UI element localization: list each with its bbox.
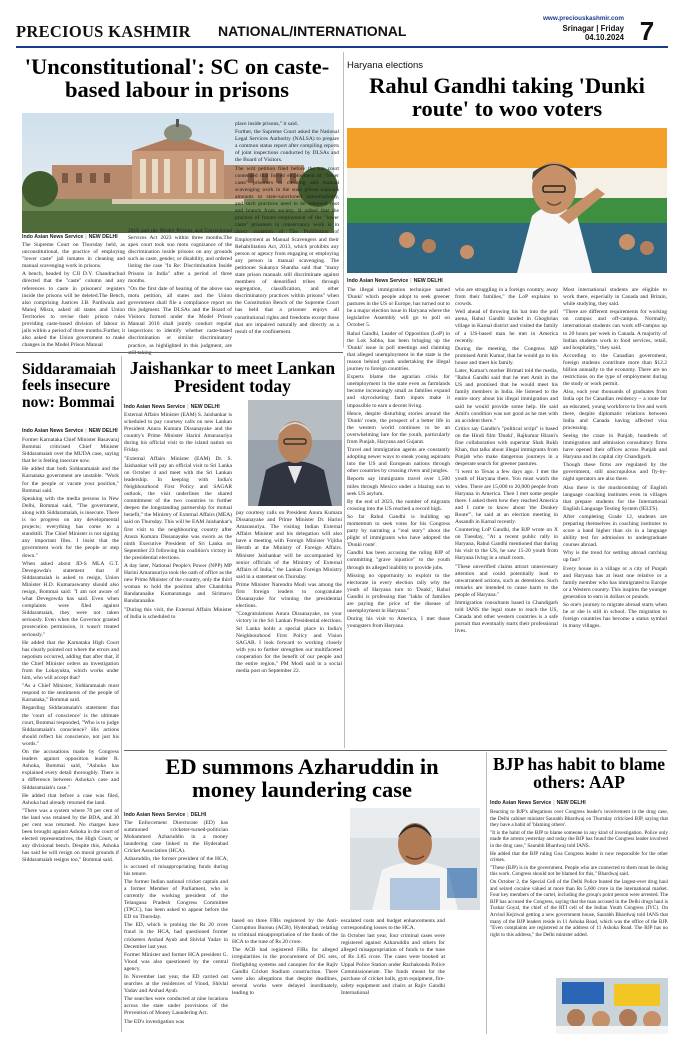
byline-source: Indo Asian News Service [124,404,186,410]
paragraph: The Enforcement Directorate (ED) has summoned cricketer-turned-politician Mohammed Azharuddin in a money laundering case linked to the Hyderabad Cricket Association (HCA). [124,820,228,855]
paragraph: place inside prisons," it said. [235,121,299,127]
paragraph: "I went to Texas a few days ago. I met the youth of Haryana there. You must watch the video. There are 15,000 to 20,000 people from Haryana in America. Then I met some people there. I asked them how they reached America and I came to know about 'the Donkey Route'", he said at an election meeting in Assandh in Karnal recently. [455,469,558,525]
paragraph: "On the first date of hearing of the above suo motu petition, all states and the Union government shall file a compliance report on this judgment. The DLSAs and the Board of Visitors formed under the Model Prison Manual 2016 shall jointly conduct regular inspections to identify whether caste-based discrimination or similar discriminatory practice, as highlighted in this judgment, are [128,285,232,349]
masthead-rule [16,46,668,48]
jaishankar-photo [248,400,342,506]
paragraph: 2016 and the Model Prisons and Correctional Services Act 2023 within three months.The apex court took suo motu cognizance of the discrimination inside prisons on any grounds such as caste, gender, or disability, and ordered listing the case "In Re: Discrimination Inside Prisons in India" after a period of three months. [128,228,232,284]
paragraph: "These unverified claims attract unnecessary attention and could potentially lead to unwarranted actions, such as detentions. Such remarks are intended to cause harm to the people of Haryana." [455,563,558,598]
paragraph: Immigration consultants based in Chandigarh told IANS the legal route to reach the US, Canada and other western countries is a safe pursuit that eventually starts their professional lives. [455,600,558,635]
paragraph: pay courtesy calls on President Anura Kumara Dissanayake and Prime Minister Dr. Harini Amarasuriya. The visiting Indian External Affairs Minister and his delegation will also have a meeting with Foreign Minister Vijitha Herath at the Ministry of Foreign Affairs. Minister Jaishankar will be accompanied by senior officials of the Ministry of External Affairs of India," the Lankan Foreign Ministry said in a statement on Thursday. [236,510,342,580]
story1-col2 [128,228,232,352]
story5-col2 [232,918,338,1034]
paragraph: "As a Chief Minister, Siddaramaiah must respond to the sentiments of the people of Karnataka," Bommai said. [22,683,119,704]
paragraph: In October last year, four criminal cases were registered against Azharuddin and others for alleged misappropriation of funds to the tune of Rs 3.85 crore. The cases were booked at Uppal Police Station under Rachakonda Police Commissionerate. The funds meant for the purchase of cricket balls, gym equipment, fire-safety equipment and chairs at Rajiv Gandhi International [341,933,445,996]
byline-place: NEW DELHI [556,800,586,806]
story6-headline: BJP has habit to blame others: AAP [492,754,666,792]
paragraph: During the meeting, the Congress MP promised Amit Kumar, that he would go to his house and meet his family. [455,345,558,366]
paragraph: "There was a system where 70 per cent of the land was retained by the BDA, and 30 per cent was returned. No charges have been brought against Ashoka in the court of elected representatives, the High Court, or any divisional bench. Despite this, Ashoka has said he will resign on moral grounds if Siddaramaiah resigns too," Bommai said. [22,807,119,864]
paragraph: A day later, National People's Power (NPP) MP Harini Amarasuriya took the oath of office as the new Prime Minister of the country, only the third woman to hold the position after Chandrika Bandaranaike Kumaratunga and Sirimavo Bandaranaike. [124,562,232,605]
page-number: 7 [639,16,655,46]
paragraph: By the end of 2023, the number of migrants crossing into the US reached a record high. [347,498,450,512]
brand-name: PRECIOUS KASHMIR [16,22,191,41]
byline-source: Indo Asian News Service [347,278,409,284]
column-divider [486,752,487,1034]
paragraph: Rahul Gandhi, Leader of Opposition (LoP) in the Lok Sabha, has been bringing up the 'Dunki' issue in poll meetings and claiming that alleged unemployment in the state is the reason behind youth undertaking the illegal journey to foreign countries. [347,330,450,373]
paragraph: Experts blame the agrarian crisis for unemployment in the state even as farmlands become increasingly small as families expand and skyrocketing farm inputs make it impossible to earn a decent living. [347,374,450,409]
story4-col2 [236,510,342,748]
paragraph: Also there is the mushrooming of English language coaching institutes even in villages that prepare students for the International English Language Testing System (IELTS). [563,484,667,512]
paragraph: On the accusations made by Congress leaders against opposition leader R. Ashoka, Bommai said, "Ashoka has explained every detail thoroughly. There is a difference between Ashoka's case and Siddaramaiah's case." [22,749,119,791]
story1-col3 [235,121,339,352]
paragraph: Later, Kumar's mother Birmati told the media, "Rahul Gandhi said that he met Amit in the US and promised that he would meet his family members in India. He listened to the entire story about his illegal immigration and said he would provide some help. He said Amit's condition was not good as he met with an accident there." [455,368,558,424]
byline-place: NEW DELHI [88,428,118,434]
story2-kicker: Haryana elections [347,60,424,71]
paragraph: Though these firms are regulated by the government, still unscrupulous and fly-by-night operators are also there. [563,462,667,483]
byline-source: Indo Asian News Service [490,800,552,806]
story1-col1 [22,242,125,352]
column-divider [343,52,344,348]
paragraph: Most international students are eligible to work there, especially in Canada and Britain, while studying, they said. [563,287,667,308]
paragraph: So far Rahul Gandhi is building up momentum to seek votes for his Congress party by narrating a "real story" about the plight of immigrants who have adopted the 'Dunki route'. [347,513,450,549]
paragraph: According to the Canadian government, foreign students contribute more than $12.2 billion annually to the economy. There are no restrictions on the type of employment during the study or work permit. [563,352,667,388]
azharuddin-photo [350,808,480,910]
paragraph: On October 2, the Special Cell of the Delhi Police busted the largest-ever drug haul and seized cocaine valued at more than Rs 5,600 crore in the international market. Four key members of the cartel, including the group's point person were arrested. The BJP has accused the Congress, saying that the man accused in the Delhi drugs haul is Tushar Goyal, the chief of the RTI cell of the Indian Youth Congress (IYC). On Arvind Kejriwal getting a new government house, Saurabh Bhardwaj told IANS that many of the BJP leaders reside in 11 Ashoka Road, which was the office of the BJP. "Even complaints are registered at the address of 11 Ashoka Road. The BJP has no right to this address," the Delhi minister added. [490,878,668,938]
section-rule [16,352,343,353]
paragraph: Former Karnataka Chief Minister Basavaraj Bommai criticised Chief Minister Siddaramaiah over the MUDA case, saying that he is feeling insecure now. [22,437,119,465]
paragraph: Gandhi has been accusing the ruling BJP of committing "grave injustice" to the youth through its alleged inability to provide jobs. [347,550,450,571]
paragraph: Azharuddin, the former president of the HCA, is accused of misappropriating funds during his tenure. [124,856,228,877]
story6-body [490,809,668,977]
story5-col1 [124,820,228,1034]
story2-headline: Rahul Gandhi taking 'Dunki route' to woo voters [369,73,645,121]
story6-byline [490,800,586,806]
paragraph: The ACB had registered FIRs for alleged irregularities in the procurement of DG sets, firefighting systems and canopies for the Rajiv Gandhi Cricket Stadium construction. There were also allegations that despite deadlines, several works were delayed inordinately, leading to [232,947,338,996]
story1-byline [22,234,118,240]
story2-col1 [347,287,450,747]
paragraph: Missing no opportunity to exploit to the electorate in every election rally why the youth of Haryana turn to 'Dunki', Rahul Gandhi is professing that "lakhs of families are paying the price of the disease of unemployment in Haryana." [347,572,450,615]
paragraph: The illegal immigration technique named 'Dunki' which people adopt to seek greener pastures in the US or Europe, has turned out to be a major election issue in Haryana where the legislative Assembly will go to poll on October 5. [347,287,450,329]
byline-separator: | [85,234,87,240]
rahul-gandhi-photo [347,128,667,273]
paragraph: The former Indian national cricket captain and a former Member of Parliament, who is currently the working president of the Telangana Pradesh Congress Committee (TPCC), has been asked to appear before the ED on Thursday. [124,878,228,921]
paragraph: Critics say Gandhi's "political script" is based on the Hindi film 'Dunki', Rajkumar Hirani's fine collaboration with superstar Shah Rukh Khan, that talks about illegal immigrants from Punjab who make dangerous journeys in a desperate search for greener pastures. [455,425,558,468]
story4-col1 [124,412,232,748]
paragraph: Well ahead of throwing his hat into the poll arena, Rahul Gandhi landed in Ghoghrian village in Karnal district and visited the family of a US-based man he met in America recently. [455,309,558,344]
paragraph: "There are different requirements for working on campus and off-campus. Normally, international students can work off-campus up to 20 hours per week in Canada. A majority of Indian students work in food services, retail, and hospitality," they said. [563,309,667,351]
paragraph: Reports say immigrants travel over 1,500 miles through Mexico under a blazing sun to seek US asylum. [347,476,450,497]
paragraph: The ED, which is probing the Rs 20 crore fraud in the HCA, had questioned former cricketers Arshad Ayub and Shivlal Yadav in December last year. [124,922,228,950]
byline-separator: | [410,278,412,284]
paragraph: Every house in a village or a city of Punjab and Haryana has at least one relative or a family member who has immigrated to Europe or a Western country. This inspires the younger generation to earn in dollars or pounds. [563,565,667,600]
story1-headline: 'Unconstitutional': SC on caste-based labour in prisons [24,54,330,102]
story3-body [22,437,119,1032]
paragraph: The writ petition filed before the top court contended that forced employment of "lower caste" prisoners in cleaning and manual scavenging work in the state prison manuals amounts to state-sanctioned untouchability, and such practices need to be removed root and branch from society. It added that the practice of forced employment of the "lower caste" prisoners in conservancy work is in direct violation of The Prohibition of Employment as Manual Scavengers and their Rehabilitation Act, 2013, which prohibits any person or agency from engaging or employing any person in manual scavenging. The petitioner Sukanya Shantha said that "many state prison manuals still discriminate against members of denotified tribes through segregation, classification, and other discriminatory practices within prisons" when the Constitution Bench of the Supreme Court has held that a prisoner enjoys all constitutional rights and freedoms except those that are impaired naturally and directly as a result of the confinement. [235,165,339,335]
paragraph: Prime Minister Narendra Modi was among the first foreign leaders to congratulate Dissanayake for winning the presidential elections. [236,581,342,610]
byline-separator: | [553,800,555,806]
paragraph: Why is the trend for settling abroad catching up fast? [563,550,667,564]
paragraph: The Supreme Court on Thursday held, as unconstitutional, the practice of employing "lower caste" jail inmates in cleaning and manual scavenging work in prisons. [22,242,125,270]
paragraph: escalated costs and budget enhancements and corresponding losses to the HCA. [341,918,445,932]
byline-place: NEW DELHI [88,234,118,240]
paragraph: Former Minister and former HCA president G. Vinod was also questioned by the central agency. [124,951,228,972]
paragraph: After completing Grade 12, students are preparing themselves in coaching institutes to score a band higher than six in a language ability test for admission to undergraduate courses abroad. [563,513,667,549]
paragraph: He added that before a case was filed, Ashoka had already returned the land. [22,792,119,806]
paragraph: He added that both Siddaramaiah and the Karnataka government are unstable. "Work for the people or vacate your position," Bommai said. [22,466,119,494]
issue-date: 04.10.2024 [584,33,624,42]
byline-separator: | [187,404,189,410]
paragraph: Countering LoP Gandhi, the BJP wrote on X on Tuesday, "At a recent public rally in Haryana, Rahul Gandhi mentioned that during his visit to the US, he saw 15-20 youth from Haryana living in a small room. [455,527,558,562]
paragraph: "During this visit, the External Affairs Minister of India is scheduled to [124,606,232,620]
paragraph: Further, the Supreme Court asked the National Legal Services Authority (NALSA) to prepare a common status report after compiling reports of joint inspections conducted by DLSAs and the Board of Visitors. [235,129,339,164]
website-url: www.preciouskashmir.com [543,15,624,22]
paragraph: "It is the habit of the BJP to blame someone in any kind of investigation. Police only made the arrests yesterday and today the BJP has found the Congress leader involved in the drug case," Saurabh Bhardwaj told IANS. [490,829,668,849]
byline-place: DELHI [190,812,207,818]
story5-headline: ED summons Azharuddin in money laundering case [165,754,439,802]
paragraph: External Affairs Minister (EAM) S. Jaishankar is scheduled to pay courtesy calls on new Lankan President Anura Kumara Dissanayake and the country's Prime Minister Harini Amarasuriya during his official visit to the island nation on Friday. [124,412,232,454]
paragraph: He added that the Karnataka High Court has clearly pointed out where the errors and nepotism occurred, adding that after that, if the Chief Minister orders an investigation from the Lokayukta, which works under him, who will accept that? [22,639,119,682]
paragraph: Seeing the craze in Punjab, hundreds of immigration and admission consultancy firms have opened their offices across Punjab and Haryana and its capital city Chandigarh. [563,432,667,461]
byline-separator: | [187,812,189,818]
paragraph: During his visit to America, I met those youngsters from Haryana [347,616,450,630]
byline-place: NEW DELHI [413,278,443,284]
paragraph: "External Affairs Minister (EAM) Dr. S. Jaishankar will pay an official visit to Sri Lanka on October 4 and meet with the Sri Lankan leadership. In keeping with India's Neighbourhood First Policy and SAGAR outlook, the visit underlines the shared commitment of the two countries to further deepen the longstanding partnership for mutual benefit," the Ministry of External Affairs (MEA) said on Thursday. This will be EAM Jaishankar's first visit to the neighbouring country after Anura Kumara Dissanayake was sworn as the ninth Executive President of Sri Lanka on September 23 following his coalition's victory in the presidential elections. [124,455,232,561]
byline-place: NEW DELHI [190,404,220,410]
column-divider [344,356,345,748]
story2-col2 [455,287,558,747]
paragraph: The ED's investigation was [124,1018,185,1025]
story3-byline [22,428,118,434]
paragraph: who are struggling in a foreign country, away from their families," the LoP explains to crowds. [455,287,558,308]
paragraph: In November last year, the ED carried out searches at the residences of Vinod, Shivlal Yadav and Arshad Ayub. [124,973,228,995]
paragraph: based on three FIRs registered by the Anti-Corruption Bureau (ACB), Hyderabad, relating to criminal misappropriation of the funds of the HCA to the tune of Rs 20 crore. [232,918,338,946]
paragraph: Hence, despite disturbing stories around the 'Dunki' route, the prospect of a better life in the western world continues to be an overwhelming lure for the youth, particularly from Punjab, Haryana and Gujarat. [347,410,450,445]
paragraph: Also, each year thousands of graduates from India opt for Canadian residency – a route for an educated, young workforce to live and work there, despite diplomatic relations between India and Canada having affected visa processing. [563,389,667,431]
column-divider [121,356,122,1032]
paragraph: Travel and immigration agents are constantly adopting newer ways to sneak young aspirants into the US and European nations through other countries by crossing rivers and jungles. [347,447,450,475]
section-rule [124,750,667,751]
section-title: NATIONAL/INTERNATIONAL [218,23,407,39]
paragraph: Speaking with the media persons in New Delhi, Bommai said, "The government, along with Siddaramaiah, is insecure. There is no progress on any developmental projects; everything has come to a standstill. The Chief Minister is not signing any important files. I insist that the government work for the people or step down." [22,495,119,559]
story2-byline [347,278,443,284]
paragraph: He added that the BJP ruling Goa Congress leader is now responsible for the other crimes. [490,850,668,864]
byline-source: Indo Asian News Service [22,234,84,240]
story5-byline [124,812,206,818]
paragraph: Reacting to BJP's allegations over Congress leader's involvement in the drug case, the Delhi cabinet minister Saurabh Bhardwaj on Thursday criticized BJP, saying that they have a habit of 'blaming others'. [490,809,668,829]
paragraph: Regarding Siddaramaiah's statement that the 'court of conscience' is the ultimate court, Bommai responded, "Who is to judge Siddaramaiah's conscience? His actions should reflect his conscience, not just his words." [22,705,119,747]
byline-source: Indo Asian News Service [22,428,84,434]
paragraph: So one's journey to migrate abroad starts when he or she is still in school. The migration to foreign countries has become a status symbol in many villages. [563,602,667,630]
story2-col3 [563,287,667,747]
story5-col3 [341,918,445,1034]
byline-source: Indo Asian News Service [124,812,186,818]
paragraph: "Congratulations Anura Dissanayake, on your victory in the Sri Lankan Presidential elections. Sri Lanka holds a special place in India's Neighbourhood First Policy and Vision SAGAR. I look forward to working closely with you to further strengthen our multifaceted cooperation for the benefit of our people and the entire region," PM Modi said in a social media post on September 22. [236,611,342,675]
story4-headline: Jaishankar to meet Lankan President today [129,358,336,396]
byline-separator: | [85,428,87,434]
paragraph: The searches were conducted at nine locations across the state under provisions of the Prevention of Money Laundering Act. [124,996,228,1017]
protest-photo [556,978,668,1034]
paragraph: "These (BJP) is in the government. People who are connected to them must be doing this work. Congress should not be blamed for this," Bhardwaj said. [490,864,668,878]
masthead [0,0,680,46]
dateline: Srinagar | Friday [562,24,624,33]
story4-byline [124,404,220,410]
paragraph: When asked about JD-S MLA G.T. Devegowda's statement that if Siddaramaiah is asked to resign, Union Minister H.D. Kumaraswamy should also resign, Bommai said: "I am not aware of what Devegowda has said. Even when complaints were filed against Siddaramaiah, they were not taken seriously. Even when the Governor granted prosecution permission, it wasn't treated seriously." [22,560,119,638]
paragraph: A bench, headed by CJI D.Y. Chandrachud directed that the "caste" column and any references to caste in prisoners' registers inside the prisons will be deleted.The Bench, also comprising Justices J.B. Pardiwala and Manoj Misra, asked all states and Union Territories to revise their prison rules providing caste-based division of labour in jails within a period of three months.Further, it also asked the Union government to make changes in the Model Prison Manual [22,271,125,349]
story3-headline: Siddaramaiah feels insecure now: Bommai [22,361,116,411]
